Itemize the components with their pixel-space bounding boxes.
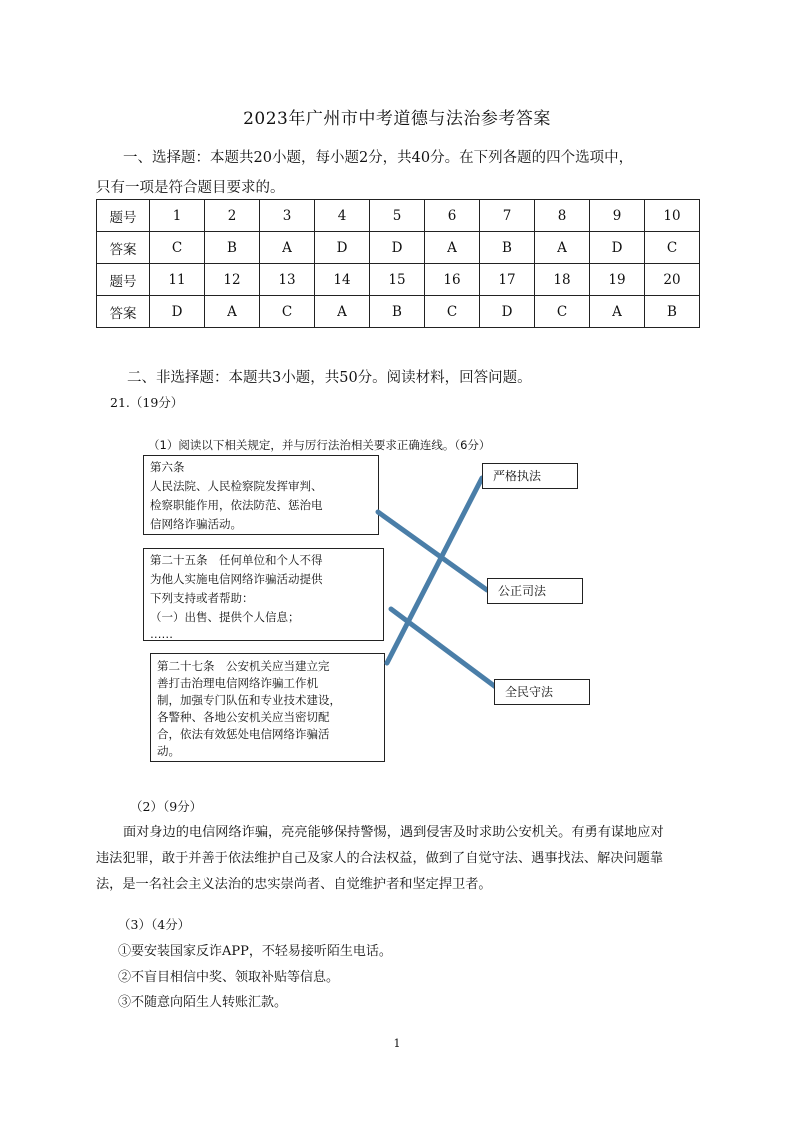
table-cell: C: [425, 296, 480, 328]
box-line: 制，加强专门队伍和专业技术建设，: [157, 693, 341, 707]
answer-line: 违法犯罪，敢于并善于依法维护自己及家人的合法权益，做到了自觉守法、遇事找法、解决问题靠: [96, 851, 664, 866]
table-cell: 20: [645, 264, 700, 296]
section2-intro: 二、非选择题：本题共3小题，共50分。阅读材料，回答问题。: [127, 370, 532, 386]
table-cell: B: [480, 232, 535, 264]
table-cell: A: [590, 296, 645, 328]
box-line: 第二十七条 公安机关应当建立完: [157, 659, 330, 673]
box-line: 合，依法有效惩处电信网络诈骗活: [157, 727, 330, 741]
table-cell: 10: [645, 200, 700, 232]
part3-label: （3）（4分）: [118, 917, 191, 932]
label-fair-justice: 公正司法: [487, 578, 583, 604]
table-cell: 17: [480, 264, 535, 296]
part1-header: （1）阅读以下相关规定，并与厉行法治相关要求正确连线。（6分）: [148, 438, 491, 452]
page-title: 2023年广州市中考道德与法治参考答案: [243, 109, 551, 129]
table-cell: 3: [260, 200, 315, 232]
label-strict-enforcement: 严格执法: [482, 463, 578, 489]
table-cell: 15: [370, 264, 425, 296]
table-cell: 18: [535, 264, 590, 296]
table-cell: 12: [205, 264, 260, 296]
table-cell: 5: [370, 200, 425, 232]
part3-item-2: ②不盲目相信中奖、领取补贴等信息。: [118, 970, 340, 985]
table-cell: A: [260, 232, 315, 264]
table-cell: 11: [150, 264, 205, 296]
table-cell: D: [150, 296, 205, 328]
section1-intro-line1: 一、选择题：本题共20小题，每小题2分，共40分。在下列各题的四个选项中，: [123, 150, 634, 166]
table-cell: 14: [315, 264, 370, 296]
page-number: 1: [393, 1037, 401, 1050]
part3-item-3: ③不随意向陌生人转账汇款。: [118, 995, 288, 1010]
part2-label: （2）（9分）: [130, 799, 203, 814]
table-cell: 1: [150, 200, 205, 232]
match-line-article27-to-enforcement: [387, 478, 482, 663]
box-line: 检察职能作用，依法防范、惩治电: [150, 498, 323, 512]
box-line: 为他人实施电信网络诈骗活动提供: [150, 572, 323, 586]
answer-line: 法，是一名社会主义法治的忠实崇尚者、自觉维护者和坚定捍卫者。: [96, 877, 492, 892]
box-line: ……: [150, 627, 173, 641]
table-cell: 13: [260, 264, 315, 296]
table-cell: C: [535, 296, 590, 328]
table-row-header: 答案: [97, 296, 150, 328]
box-line: 第六条: [150, 460, 185, 474]
table-cell: A: [315, 296, 370, 328]
table-row-header: 题号: [97, 200, 150, 232]
table-cell: 19: [590, 264, 645, 296]
table-cell: B: [370, 296, 425, 328]
box-line: （一）出售、提供个人信息；: [150, 610, 300, 624]
match-line-article25-to-citizens: [391, 609, 497, 688]
table-cell: D: [480, 296, 535, 328]
label-law-abiding-citizens: 全民守法: [494, 679, 590, 705]
answer-line: 面对身边的电信网络诈骗，亮亮能够保持警惕，遇到侵害及时求助公安机关。有勇有谋地应对: [123, 825, 664, 840]
table-cell: 16: [425, 264, 480, 296]
table-row-header: 题号: [97, 264, 150, 296]
table-cell: 4: [315, 200, 370, 232]
table-cell: A: [205, 296, 260, 328]
box-line: 善打击治理电信网络诈骗工作机: [157, 676, 318, 690]
table-cell: C: [645, 232, 700, 264]
table-row-header: 答案: [97, 232, 150, 264]
table-cell: D: [370, 232, 425, 264]
box-line: 信网络诈骗活动。: [150, 517, 242, 531]
table-cell: D: [590, 232, 645, 264]
box-line: 各警种、各地公安机关应当密切配: [157, 710, 330, 724]
table-cell: 8: [535, 200, 590, 232]
box-line: 人民法院、人民检察院发挥审判、: [150, 479, 323, 493]
part3-item-1: ①要安装国家反诈APP，不轻易接听陌生电话。: [118, 944, 392, 959]
part2-answer: [96, 820, 706, 898]
table-cell: 9: [590, 200, 645, 232]
table-cell: B: [645, 296, 700, 328]
table-cell: A: [535, 232, 590, 264]
table-cell: 6: [425, 200, 480, 232]
table-cell: 2: [205, 200, 260, 232]
table-cell: B: [205, 232, 260, 264]
box-line: 下列支持或者帮助：: [150, 591, 254, 605]
section1-intro-line2: 只有一项是符合题目要求的。: [96, 180, 285, 196]
question-21-label: 21.（19分）: [110, 395, 184, 410]
box-line: 第二十五条 任何单位和个人不得: [150, 553, 323, 567]
table-cell: C: [150, 232, 205, 264]
table-cell: A: [425, 232, 480, 264]
table-cell: C: [260, 296, 315, 328]
box-line: 动。: [157, 744, 180, 758]
table-cell: 7: [480, 200, 535, 232]
table-cell: D: [315, 232, 370, 264]
